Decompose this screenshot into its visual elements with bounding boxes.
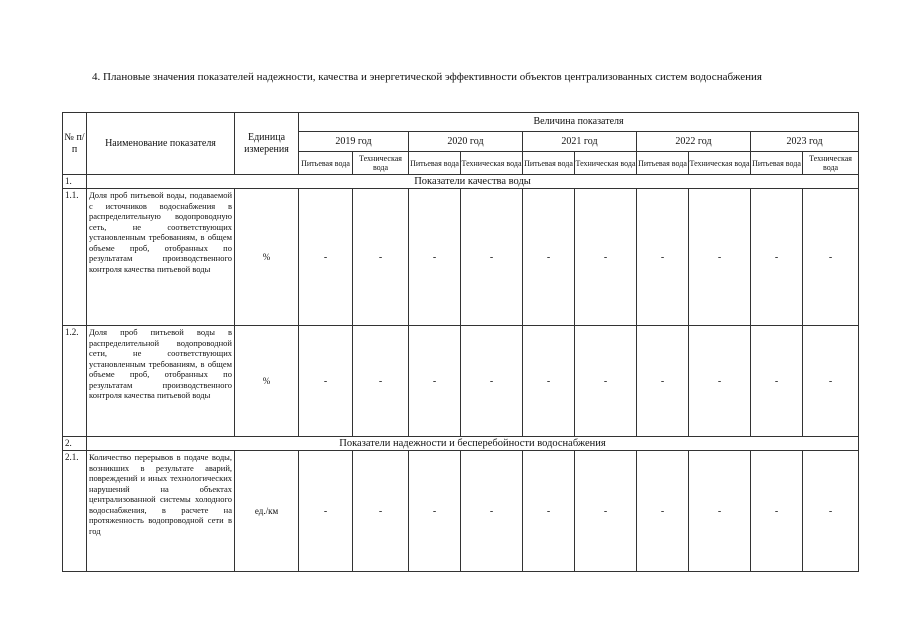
value-cell: - bbox=[637, 189, 689, 326]
value-cell: - bbox=[575, 326, 637, 437]
section-heading-text: 4. Плановые значения показателей надежности, качества и энергетической эффективности объектов централизованных систем водоснабжения bbox=[92, 71, 762, 83]
value-cell: - bbox=[299, 189, 353, 326]
section-number: 1. bbox=[63, 175, 87, 189]
section-number: 2. bbox=[63, 437, 87, 451]
value-cell: - bbox=[523, 189, 575, 326]
table-row bbox=[63, 326, 859, 437]
value-cell: - bbox=[689, 451, 751, 572]
indicators-table bbox=[62, 112, 859, 572]
technical-water-header: Техническая вода bbox=[353, 152, 409, 175]
value-cell: - bbox=[299, 451, 353, 572]
section-heading bbox=[62, 70, 858, 85]
value-cell: - bbox=[353, 189, 409, 326]
value-cell: - bbox=[803, 189, 859, 326]
drinking-water-header: Питьевая вода bbox=[523, 152, 575, 175]
value-cell: - bbox=[461, 189, 523, 326]
unit-cell: % bbox=[235, 189, 299, 326]
value-cell: - bbox=[461, 326, 523, 437]
value-cell: - bbox=[803, 451, 859, 572]
value-cell: - bbox=[409, 189, 461, 326]
value-cell: - bbox=[803, 326, 859, 437]
year-header: 2022 год bbox=[637, 132, 751, 152]
col-name-header: Наименование показателя bbox=[87, 113, 235, 175]
indicator-name: Количество перерывов в подаче воды, возникших в результате аварий, повреждений и иных технологических нарушений на объектах централизованной системы холодного водоснабжения, в расчете на протяженность водопроводной сети в год bbox=[87, 451, 235, 572]
value-cell: - bbox=[637, 451, 689, 572]
section-title: Показатели надежности и бесперебойности водоснабжения bbox=[87, 437, 859, 451]
value-cell: - bbox=[751, 189, 803, 326]
row-number: 1.1. bbox=[63, 189, 87, 326]
value-cell: - bbox=[461, 451, 523, 572]
drinking-water-header: Питьевая вода bbox=[751, 152, 803, 175]
technical-water-header: Техническая вода bbox=[689, 152, 751, 175]
indicator-name: Доля проб питьевой воды в распределительной водопроводной сети, не соответствующих установленным требованиям, в общем объеме проб, отобранных по результатам производственного контроля качества питьевой воды bbox=[87, 326, 235, 437]
value-cell: - bbox=[353, 451, 409, 572]
value-cell: - bbox=[751, 326, 803, 437]
indicator-name: Доля проб питьевой воды, подаваемой с источников водоснабжения в распределительную водопроводную сеть, не соответствующих установленным требованиям, в общем объеме проб, отобранных по результатам производственного контроля качества питьевой воды bbox=[87, 189, 235, 326]
unit-cell: ед./км bbox=[235, 451, 299, 572]
row-number: 2.1. bbox=[63, 451, 87, 572]
value-cell: - bbox=[575, 189, 637, 326]
value-header: Величина показателя bbox=[299, 113, 859, 132]
value-cell: - bbox=[523, 326, 575, 437]
unit-cell: % bbox=[235, 326, 299, 437]
technical-water-header: Техническая вода bbox=[575, 152, 637, 175]
row-number: 1.2. bbox=[63, 326, 87, 437]
year-header: 2020 год bbox=[409, 132, 523, 152]
section-row bbox=[63, 437, 859, 451]
table-row bbox=[63, 189, 859, 326]
col-unit-header: Единица измерения bbox=[235, 113, 299, 175]
value-cell: - bbox=[353, 326, 409, 437]
value-cell: - bbox=[409, 326, 461, 437]
value-cell: - bbox=[299, 326, 353, 437]
value-cell: - bbox=[575, 451, 637, 572]
value-cell: - bbox=[751, 451, 803, 572]
col-num-header: № п/п bbox=[63, 113, 87, 175]
year-header: 2019 год bbox=[299, 132, 409, 152]
value-cell: - bbox=[689, 326, 751, 437]
drinking-water-header: Питьевая вода bbox=[637, 152, 689, 175]
value-cell: - bbox=[523, 451, 575, 572]
value-cell: - bbox=[689, 189, 751, 326]
drinking-water-header: Питьевая вода bbox=[299, 152, 353, 175]
section-row bbox=[63, 175, 859, 189]
technical-water-header: Техническая вода bbox=[461, 152, 523, 175]
year-header: 2021 год bbox=[523, 132, 637, 152]
value-cell: - bbox=[637, 326, 689, 437]
year-header: 2023 год bbox=[751, 132, 859, 152]
section-title: Показатели качества воды bbox=[87, 175, 859, 189]
header-row-1 bbox=[63, 113, 859, 132]
drinking-water-header: Питьевая вода bbox=[409, 152, 461, 175]
technical-water-header: Техническая вода bbox=[803, 152, 859, 175]
table-row bbox=[63, 451, 859, 572]
value-cell: - bbox=[409, 451, 461, 572]
